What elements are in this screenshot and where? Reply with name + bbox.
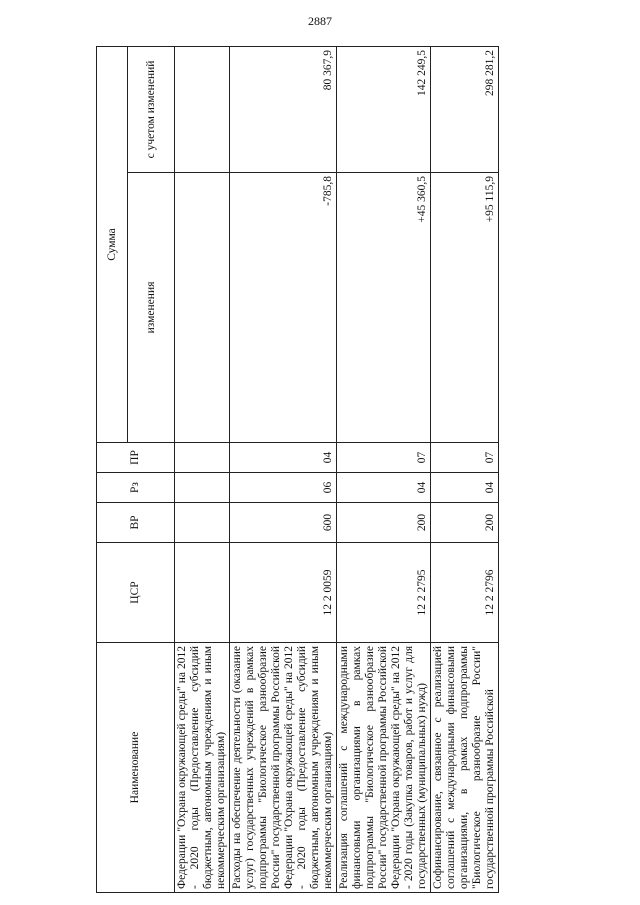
rotated-table-container [96, 47, 636, 893]
row-csr: 12 2 0059 [230, 543, 337, 643]
row-name: Федерации "Охрана окружающей среды" на 2012 - 2020 годы (Предоставление субсидий бюджетным, автономным учреждениям и иным некоммерческим организациям) [175, 643, 230, 893]
row-change: +45 360,5 [337, 173, 431, 443]
table-row [337, 46, 431, 892]
row-vr: 200 [431, 503, 499, 543]
row-pr [175, 443, 230, 473]
row-name: Софинансирование, связанное с реализацией соглашений с международными финансовыми организациями, в рамках подпрограммы "Биологическое разнообразие России" государственной программы Российской [431, 643, 499, 893]
row-rz: 06 [230, 473, 337, 503]
row-vr [175, 503, 230, 543]
header-vr: ВР [97, 503, 175, 543]
row-vr: 200 [337, 503, 431, 543]
row-change [175, 173, 230, 443]
row-name: Реализация соглашений с международными финансовыми организациями в рамках подпрограммы "Биологическое разнообразие России" государственной программы Российской Федерации "Охрана окружающей среды" на 2012 - 2020 годы (Закупка товаров, работ и услуг для государственных (муниципальных) нужд) [337, 643, 431, 893]
header-name: Наименование [97, 643, 175, 893]
row-vr: 600 [230, 503, 337, 543]
row-pr: 07 [337, 443, 431, 473]
header-pr: ПР [97, 443, 175, 473]
page-number: 2887 [308, 14, 332, 28]
row-name: Расходы на обеспечение деятельности (оказание услуг) государственных учреждений в рамках подпрограммы "Биологическое разнообразие России" государственной программы Российской Федерации "Охрана окружающей среды" на 2012 - 2020 годы (Предоставление субсидий бюджетным, автономным учреждениям и иным некоммерческим организациям) [230, 643, 337, 893]
row-pr: 04 [230, 443, 337, 473]
row-csr: 12 2 2796 [431, 543, 499, 643]
row-rz [175, 473, 230, 503]
header-change: изменения [128, 173, 175, 443]
row-rz: 04 [337, 473, 431, 503]
table-row [230, 46, 337, 892]
budget-table [96, 46, 499, 893]
row-change: +95 115,9 [431, 173, 499, 443]
row-csr [175, 543, 230, 643]
table-row [431, 46, 499, 892]
row-csr: 12 2 2795 [337, 543, 431, 643]
table-row [175, 46, 230, 892]
header-rz: Рз [97, 473, 175, 503]
row-total: 142 249,5 [337, 46, 431, 172]
row-pr: 07 [431, 443, 499, 473]
row-total [175, 46, 230, 172]
row-rz: 04 [431, 473, 499, 503]
header-row-1 [97, 46, 128, 892]
row-change: -785,8 [230, 173, 337, 443]
header-sum: Сумма [97, 46, 128, 442]
header-csr: ЦСР [97, 543, 175, 643]
row-total: 80 367,9 [230, 46, 337, 172]
header-with-change: с учетом изменений [128, 46, 175, 172]
row-total: 298 281,2 [431, 46, 499, 172]
